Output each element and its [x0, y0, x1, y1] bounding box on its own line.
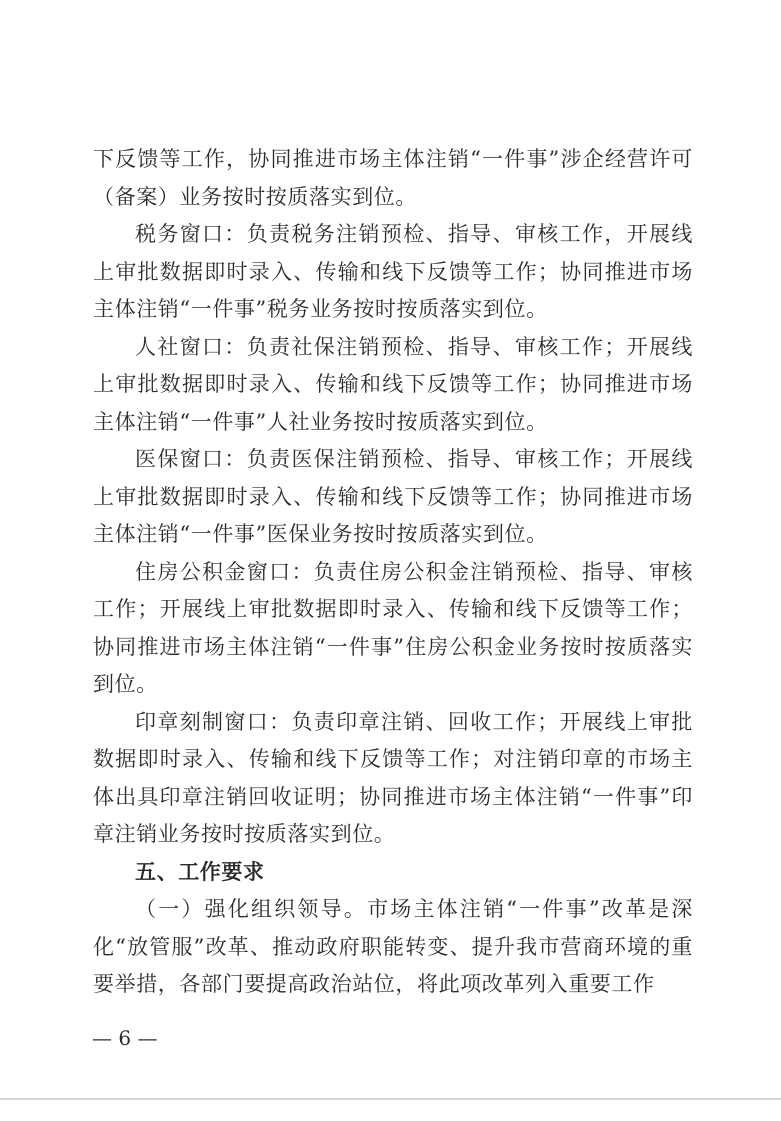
- section-heading: 五、工作要求: [135, 859, 265, 884]
- paragraph-text: 市场主体注销“一件事”改革是深化“放管服”改革、推动政府职能转变、提升我市营商环境的重要举措，各部门要提高政治站位，将此项改革列入重要工作: [93, 897, 694, 996]
- paragraph-text: 负责住房公积金注销预检、指导、审核工作；开展线上审批数据即时录入、传输和线下反馈等工作；协同推进市场主体注销“一件事”住房公积金业务按时按质落实到位。: [93, 559, 693, 696]
- paragraph-lead: （一）强化组织领导。: [135, 897, 368, 921]
- paragraph-lead: 住房公积金窗口：: [135, 559, 314, 584]
- paragraph-text: 负责税务注销预检、指导、审核工作，开展线上审批数据即时录入、传输和线下反馈等工作；协同推进市场主体注销“一件事”税务业务按时按质落实到位。: [93, 222, 693, 321]
- paragraph-seal-window: [93, 704, 693, 854]
- paragraph-lead: 医保窗口：: [135, 447, 247, 471]
- paragraph-text: 负责医保注销预检、指导、审核工作；开展线上审批数据即时录入、传输和线下反馈等工作；协同推进市场主体注销“一件事”医保业务按时按质落实到位。: [93, 447, 693, 546]
- paragraph-organization-leadership: [93, 891, 693, 1004]
- page-number: — 6 —: [92, 1026, 158, 1050]
- document-body: [93, 141, 693, 1004]
- paragraph-text: 下反馈等工作，协同推进市场主体注销“一件事”涉企经营许可（备案）业务按时按质落实到位。: [93, 147, 693, 209]
- paragraph-lead: 税务窗口：: [135, 222, 247, 246]
- paragraph-lead: 印章刻制窗口：: [135, 709, 292, 734]
- paragraph-medical-insurance-window: [93, 441, 693, 554]
- page-bottom-divider: [0, 1098, 781, 1100]
- paragraph-text: 负责社保注销预检、指导、审核工作；开展线上审批数据即时录入、传输和线下反馈等工作；协同推进市场主体注销“一件事”人社业务按时按质落实到位。: [93, 334, 693, 434]
- paragraph-lead: 人社窗口：: [135, 334, 247, 359]
- paragraph-text: 负责印章注销、回收工作；开展线上审批数据即时录入、传输和线下反馈等工作；对注销印章的市场主体出具印章注销回收证明；协同推进市场主体注销“一件事”印章注销业务按时按质落实到位。: [93, 709, 693, 846]
- paragraph-housing-fund-window: [93, 554, 693, 704]
- paragraph-tax-window: [93, 216, 693, 329]
- paragraph-continuation: [93, 141, 693, 216]
- paragraph-social-security-window: [93, 329, 693, 442]
